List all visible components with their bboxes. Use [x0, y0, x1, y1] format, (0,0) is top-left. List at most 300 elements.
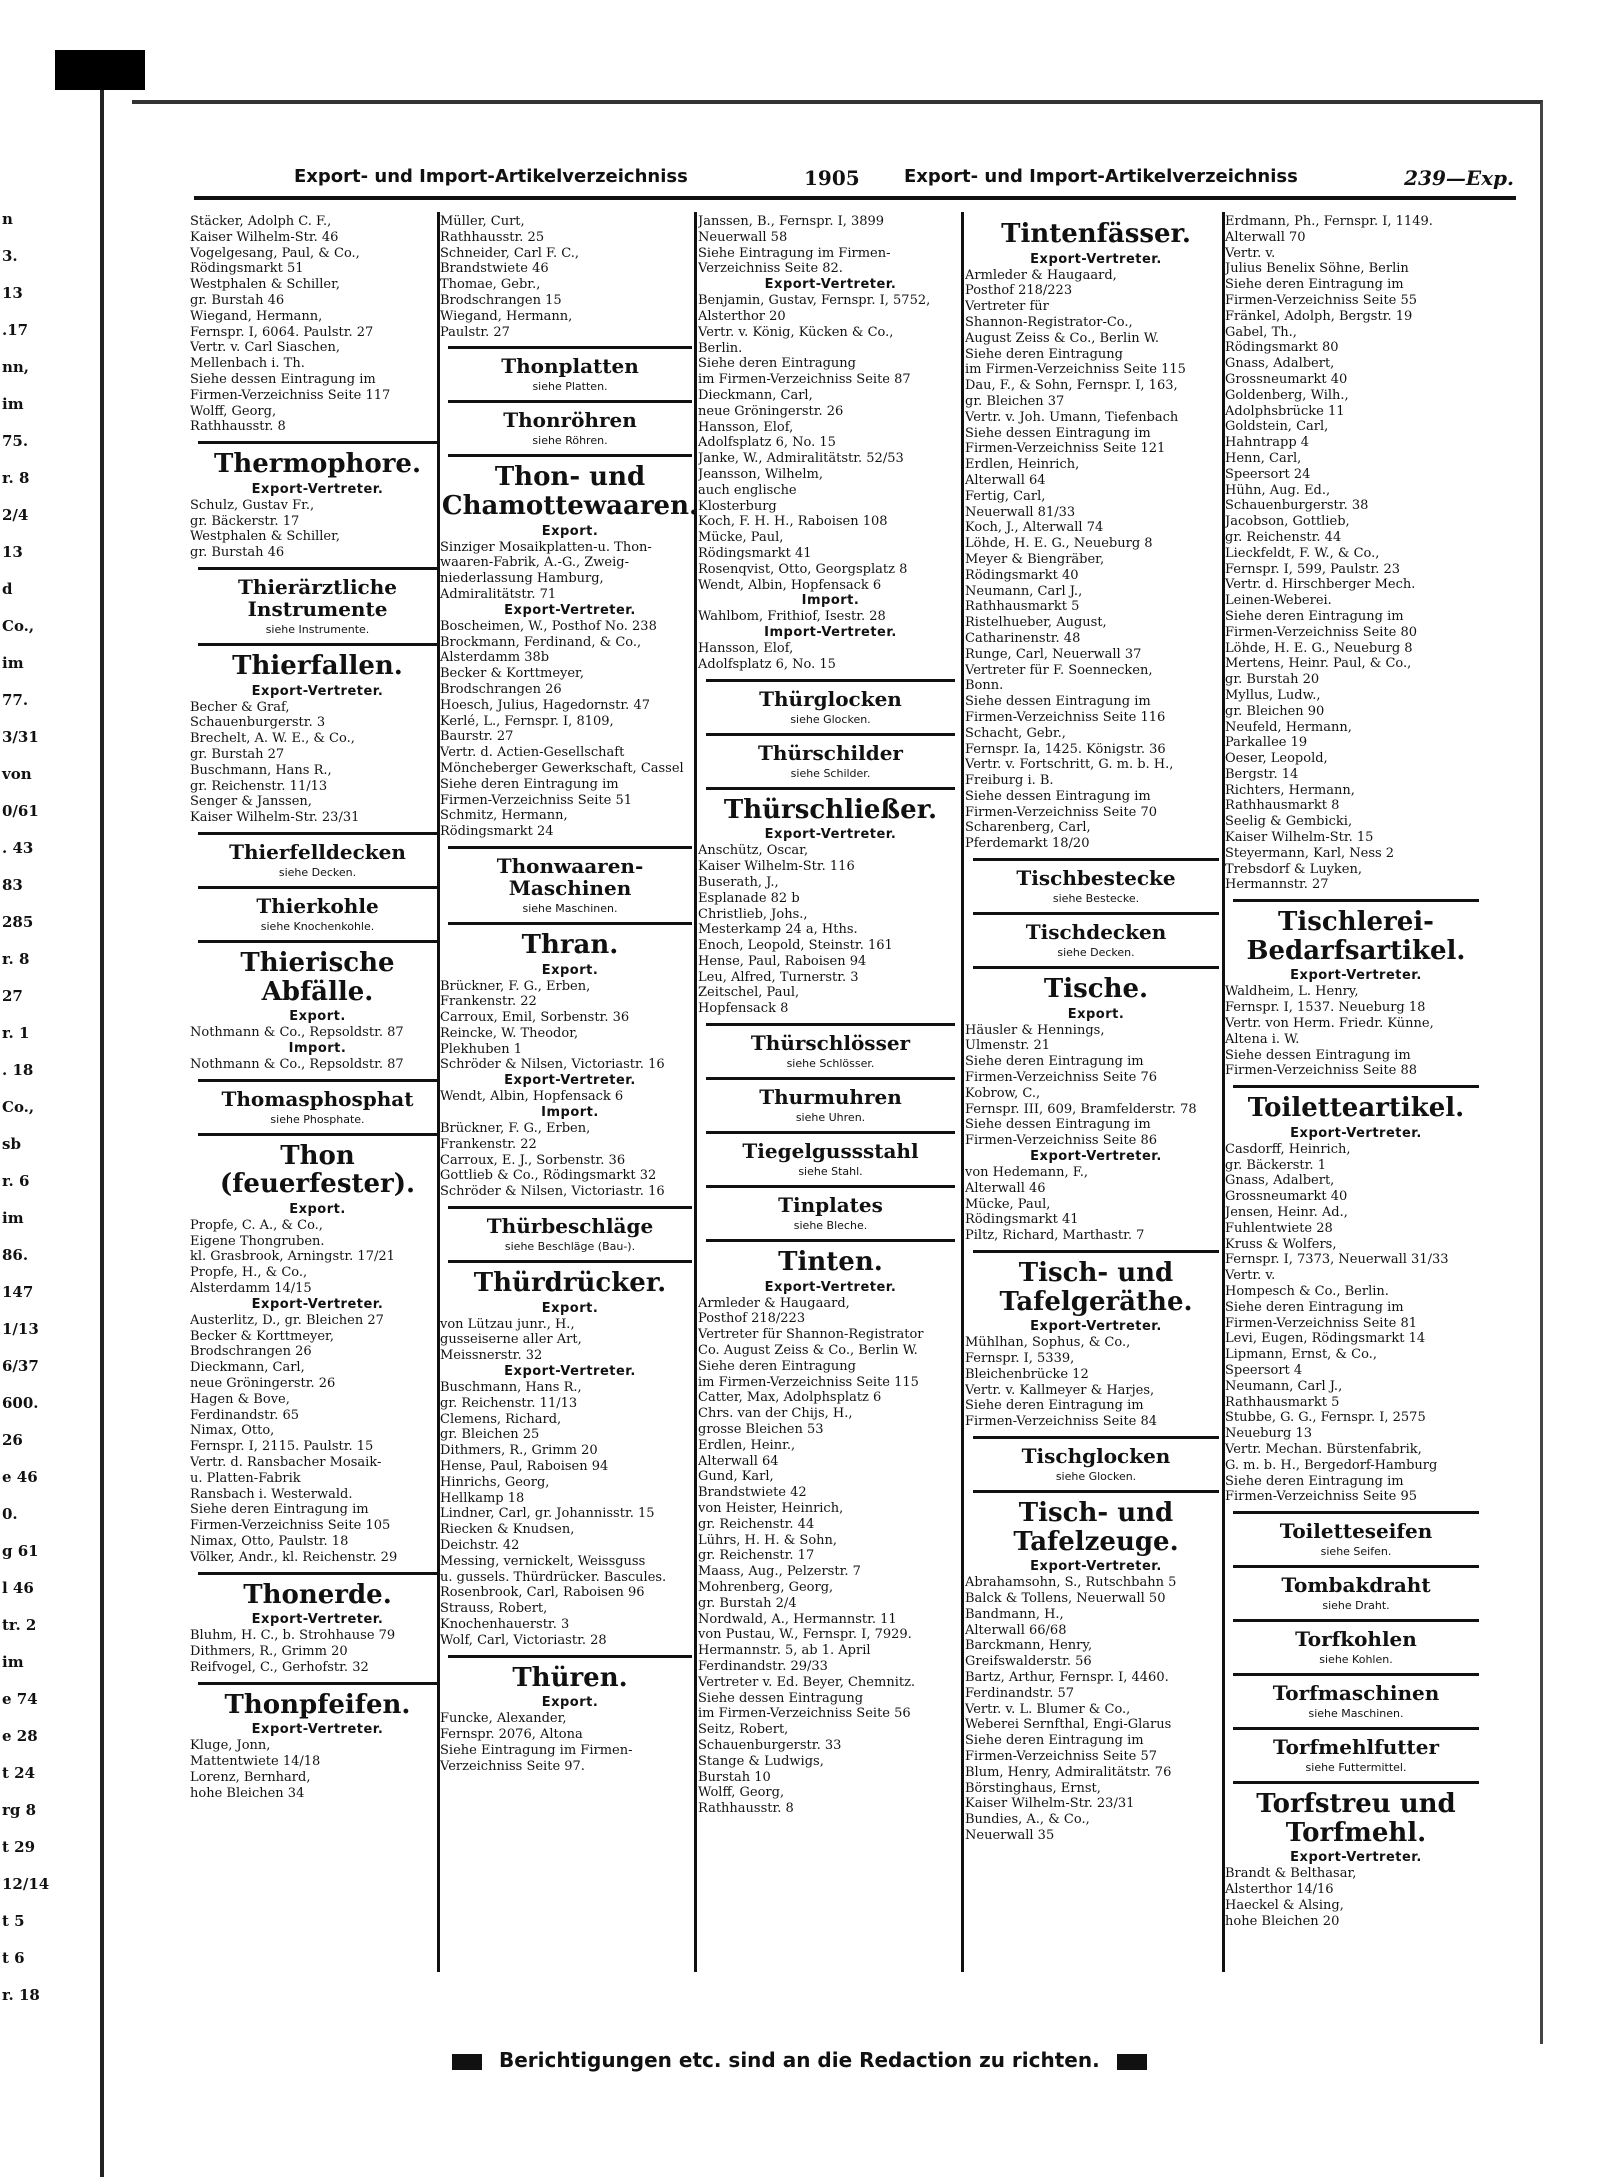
cross-reference: siehe Maschinen.	[522, 901, 618, 915]
category-heading: Tinplates	[778, 1193, 883, 1218]
entry-line: Siehe deren Eintragung im	[1225, 608, 1404, 624]
entry-line: gusseiserne aller Art,	[440, 1332, 582, 1348]
entry-line: Ferdinandstr. 57	[965, 1685, 1075, 1701]
entry-line: Mertens, Heinr. Paul, & Co.,	[1225, 656, 1412, 672]
cross-reference: siehe Seifen.	[1320, 1545, 1392, 1559]
section-rule	[448, 846, 692, 849]
cross-reference: siehe Kohlen.	[1319, 1653, 1393, 1667]
subheading: Import.	[801, 593, 860, 609]
entry-line: Siehe deren Eintragung	[965, 346, 1123, 362]
margin-fragment: 27	[2, 987, 23, 1005]
margin-fragment: e 74	[2, 1690, 38, 1708]
section-rule	[198, 886, 437, 889]
entry-line: Siehe deren Eintragung im	[1225, 1299, 1404, 1315]
section-rule	[198, 1572, 437, 1575]
entry-line: Neuerwall 58	[698, 229, 788, 245]
entry-line: Vertr. v. Joh. Umann, Tiefenbach	[965, 409, 1179, 425]
entry-line: Firmen-Verzeichniss Seite 81	[1225, 1315, 1418, 1331]
section-rule	[198, 567, 437, 570]
entry-line: Siehe deren Eintragung im	[440, 776, 619, 792]
entry-line: von Heister, Heinrich,	[698, 1501, 844, 1517]
entry-line: Rathhausmarkt 5	[965, 599, 1080, 615]
entry-line: Gabel, Th.,	[1225, 324, 1297, 340]
entry-line: Wiegand, Hermann,	[190, 308, 323, 324]
entry-line: Gottlieb & Co., Rödingsmarkt 32	[440, 1168, 657, 1184]
margin-fragment: 86.	[2, 1246, 29, 1264]
margin-fragment: im	[2, 395, 24, 413]
entry-line: Ransbach i. Westerwald.	[190, 1486, 353, 1502]
entry-line: Rathhausstr. 8	[698, 1801, 794, 1817]
subheading: Export-Vertreter.	[764, 1279, 897, 1295]
directory-page	[132, 100, 1543, 2044]
entry-line: Lorenz, Bernhard,	[190, 1769, 311, 1785]
entry-line: gr. Burstah 2/4	[698, 1595, 797, 1611]
margin-fragment: 0.	[2, 1505, 18, 1523]
category-heading: Tischdecken	[1025, 920, 1167, 945]
entry-line: Firmen-Verzeichniss Seite 117	[190, 387, 391, 403]
entry-line: Fernspr. I, 599, Paulstr. 23	[1225, 561, 1401, 577]
entry-line: Kaiser Wilhelm-Str. 23/31	[190, 810, 360, 826]
entry-line: Dau, F., & Sohn, Fernspr. I, 163,	[965, 378, 1178, 394]
entry-line: Kaiser Wilhelm-Str. 15	[1225, 830, 1374, 846]
entry-line: Siehe dessen Eintragung im	[965, 425, 1151, 441]
margin-fragment: . 43	[2, 839, 34, 857]
margin-fragment: 3/31	[2, 728, 39, 746]
entry-line: Vertr. d. Hirschberger Mech.	[1225, 577, 1416, 593]
margin-fragment: 3.	[2, 247, 18, 265]
margin-fragment: r. 1	[2, 1024, 30, 1042]
entry-line: Schauenburgerstr. 3	[190, 715, 326, 731]
subheading: Export-Vertreter.	[1030, 251, 1162, 267]
entry-line: Alsterthor 14/16	[1225, 1882, 1334, 1898]
category-heading: Torfmehlfutter	[1273, 1735, 1439, 1760]
section-rule	[198, 940, 437, 943]
entry-line: Erdlen, Heinr.,	[698, 1437, 796, 1453]
section-rule	[1233, 1619, 1479, 1622]
entry-line: Bluhm, H. C., b. Strohhause 79	[190, 1628, 396, 1644]
cross-reference: siehe Uhren.	[795, 1111, 866, 1125]
subheading: Export.	[289, 1201, 346, 1217]
subheading: Export-Vertreter.	[251, 1722, 384, 1738]
entry-line: Reifvogel, C., Gerhofstr. 32	[190, 1659, 369, 1675]
entry-line: Fernspr. I, 5339,	[965, 1351, 1075, 1367]
pointing-hand-icon	[452, 2054, 482, 2070]
section-rule	[973, 966, 1219, 969]
entry-line: Burstah 10	[698, 1769, 771, 1785]
margin-fragment: g 61	[2, 1542, 39, 1560]
entry-line: Brandstwiete 46	[440, 261, 549, 277]
category-heading: Thon- und Chamottewaaren.	[441, 462, 699, 521]
entry-line: Fernspr. 2076, Altona	[440, 1726, 583, 1742]
entry-line: Trebsdorf & Luyken,	[1225, 861, 1363, 877]
entry-line: Lührs, H. H. & Sohn,	[698, 1532, 838, 1548]
entry-line: Neumann, Carl J.,	[965, 583, 1083, 599]
entry-line: Meyer & Biengräber,	[965, 551, 1105, 567]
entry-line: Paulstr. 27	[440, 324, 510, 340]
entry-line: Wolff, Georg,	[698, 1785, 785, 1801]
section-rule	[1233, 1781, 1479, 1784]
section-rule	[448, 454, 692, 457]
section-rule	[706, 1239, 955, 1242]
entry-line: Siehe deren Eintragung	[698, 356, 856, 372]
entry-line: gr. Burstah 46	[190, 545, 285, 561]
entry-line: Lieckfeldt, F. W., & Co.,	[1225, 545, 1380, 561]
entry-line: Nimax, Otto,	[190, 1423, 275, 1439]
cross-reference: siehe Maschinen.	[1308, 1707, 1404, 1721]
entry-line: Runge, Carl, Neuerwall 37	[965, 646, 1142, 662]
margin-fragment: 13	[2, 543, 23, 561]
entry-line: Schauenburgerstr. 38	[1225, 498, 1369, 514]
entry-line: Hense, Paul, Raboisen 94	[698, 953, 867, 969]
entry-line: Bonn.	[965, 678, 1004, 694]
section-rule	[973, 858, 1219, 861]
entry-line: Siehe deren Eintragung im	[190, 1502, 369, 1518]
category-heading: Tisch- und Tafelgeräthe.	[999, 1258, 1193, 1317]
entry-line: Stubbe, G. G., Fernspr. I, 2575	[1225, 1410, 1426, 1426]
entry-line: Hermannstr. 5, ab 1. April	[698, 1643, 871, 1659]
category-heading: Thierische Abfälle.	[240, 947, 395, 1007]
entry-line: Kruss & Wolfers,	[1225, 1236, 1337, 1252]
section-rule	[973, 1250, 1219, 1253]
margin-fragment: 12/14	[2, 1875, 50, 1893]
entry-line: Brodschrangen 26	[190, 1344, 312, 1360]
entry-line: Strauss, Robert,	[440, 1601, 548, 1617]
entry-line: Bartz, Arthur, Fernspr. I, 4460.	[965, 1669, 1169, 1685]
cross-reference: siehe Beschläge (Bau-).	[504, 1240, 636, 1254]
entry-line: Brechelt, A. W. E., & Co.,	[190, 731, 355, 747]
section-rule	[448, 1260, 692, 1263]
entry-line: Hense, Paul, Raboisen 94	[440, 1459, 609, 1475]
subheading: Export-Vertreter.	[1030, 1559, 1162, 1575]
entry-line: Vertr. v. L. Blumer & Co.,	[965, 1701, 1131, 1717]
entry-line: Jacobson, Gottlieb,	[1225, 514, 1350, 530]
subheading: Export-Vertreter.	[1030, 1319, 1162, 1335]
entry-line: Ferdinandstr. 65	[190, 1407, 300, 1423]
cross-reference: siehe Decken.	[1057, 946, 1135, 960]
entry-line: Austerlitz, D., gr. Bleichen 27	[190, 1312, 384, 1328]
subheading: Export.	[541, 962, 599, 978]
subheading: Export-Vertreter.	[764, 827, 897, 843]
entry-line: Thomae, Gebr.,	[440, 277, 541, 293]
entry-line: Grossneumarkt 40	[1225, 371, 1348, 387]
margin-fragment: e 46	[2, 1468, 38, 1486]
entry-line: Dithmers, R., Grimm 20	[440, 1443, 598, 1459]
subheading: Export-Vertreter.	[504, 1364, 636, 1380]
entry-line: Börstinghaus, Ernst,	[965, 1780, 1101, 1796]
entry-line: Fernspr. I, 1537. Neueburg 18	[1225, 1000, 1426, 1016]
header-right-title: Export- und Import-Artikelverzeichniss	[904, 166, 1298, 187]
entry-line: Rödingsmarkt 40	[965, 567, 1079, 583]
entry-line: Armleder & Haugaard,	[698, 1295, 850, 1311]
entry-line: Klosterburg	[698, 498, 777, 514]
entry-line: Carroux, E. J., Sorbenstr. 36	[440, 1152, 626, 1168]
column-5	[1225, 214, 1487, 1954]
category-heading: Thermophore.	[213, 449, 422, 480]
entry-line: Alterwall 64	[965, 472, 1046, 488]
section-rule	[1233, 1673, 1479, 1676]
category-heading: Tombakdraht	[1281, 1573, 1431, 1598]
section-rule	[198, 1133, 437, 1136]
entry-line: Brandt & Belthasar,	[1225, 1866, 1357, 1882]
entry-line: Senger & Janssen,	[190, 794, 312, 810]
section-rule	[1233, 1565, 1479, 1568]
entry-line: Gnass, Adalbert,	[1225, 356, 1335, 372]
category-heading: Thürschilder	[758, 740, 903, 765]
entry-line: Oeser, Leopold,	[1225, 751, 1328, 767]
subheading: Export.	[541, 1300, 599, 1316]
category-heading: Thonwaaren-Maschinen	[496, 853, 644, 900]
entry-line: Mellenbach i. Th.	[190, 356, 305, 372]
entry-line: Piltz, Richard, Marthastr. 7	[965, 1228, 1145, 1244]
entry-line: Hoesch, Julius, Hagedornstr. 47	[440, 697, 650, 713]
entry-line: Carroux, Emil, Sorbenstr. 36	[440, 1010, 630, 1026]
subheading: Import.	[288, 1040, 347, 1056]
entry-line: auch englische	[698, 482, 797, 498]
subheading: Export-Vertreter.	[1030, 1149, 1162, 1165]
entry-line: Dieckmann, Carl,	[698, 387, 813, 403]
entry-line: Esplanade 82 b	[698, 890, 800, 906]
entry-line: Vertreter für Shannon-Registrator	[698, 1327, 924, 1343]
entry-line: Sinziger Mosaikplatten-u. Thon-	[440, 539, 652, 555]
entry-line: Firmen-Verzeichniss Seite 76	[965, 1070, 1158, 1086]
section-rule	[706, 1077, 955, 1080]
entry-line: gr. Reichenstr. 44	[698, 1516, 815, 1532]
category-heading: Thürglocken	[759, 686, 902, 711]
cross-reference: siehe Draht.	[1322, 1599, 1390, 1613]
section-rule	[706, 1185, 955, 1188]
margin-fragment: r. 6	[2, 1172, 30, 1190]
entry-line: Anschütz, Oscar,	[698, 843, 809, 859]
margin-fragment: t 29	[2, 1838, 36, 1856]
entry-line: Koch, J., Alterwall 74	[965, 520, 1104, 536]
entry-line: Siehe Eintragung im Firmen-	[698, 245, 891, 261]
section-rule	[973, 1490, 1219, 1493]
entry-line: Knochenhauerstr. 3	[440, 1617, 570, 1632]
margin-fragment: t 24	[2, 1764, 36, 1782]
category-heading: Thürdrücker.	[473, 1268, 667, 1299]
section-rule	[198, 1079, 437, 1082]
entry-line: Meissnerstr. 32	[440, 1348, 543, 1364]
entry-line: Rosenqvist, Otto, Georgsplatz 8	[698, 561, 908, 577]
margin-fragment: d	[2, 580, 13, 598]
subheading: Export-Vertreter.	[251, 1296, 384, 1312]
entry-line: Firmen-Verzeichniss Seite 55	[1225, 292, 1418, 308]
cross-reference: siehe Bestecke.	[1052, 892, 1140, 906]
entry-line: Häusler & Hennings,	[965, 1022, 1105, 1038]
entry-line: Kluge, Jonn,	[190, 1738, 271, 1754]
entry-line: Löhde, H. E. G., Neueburg 8	[965, 536, 1153, 552]
margin-fragment: 1/13	[2, 1320, 39, 1338]
entry-line: Firmen-Verzeichniss Seite 95	[1225, 1489, 1418, 1505]
entry-line: Hühn, Aug. Ed.,	[1225, 482, 1331, 498]
section-rule	[448, 1206, 692, 1209]
margin-fragment: r. 18	[2, 1986, 40, 2004]
entry-line: Firmen-Verzeichniss Seite 116	[965, 709, 1166, 725]
entry-line: Catharinenstr. 48	[965, 630, 1081, 646]
entry-line: Rathhausstr. 25	[440, 229, 545, 245]
entry-line: im Firmen-Verzeichniss Seite 56	[698, 1706, 911, 1722]
entry-line: Vertr. von Herm. Friedr. Künne,	[1225, 1016, 1434, 1032]
entry-line: Benjamin, Gustav, Fernspr. I, 5752,	[698, 293, 931, 309]
entry-line: Armleder & Haugaard,	[965, 267, 1117, 283]
section-rule	[706, 787, 955, 790]
category-heading: Thomasphosphat	[221, 1086, 414, 1111]
pointing-hand-icon	[1117, 2054, 1147, 2070]
entry-line: Ristelhueber, August,	[965, 615, 1107, 631]
margin-fragment: n	[2, 210, 13, 228]
entry-line: Siehe deren Eintragung	[698, 1358, 856, 1374]
entry-line: Firmen-Verzeichniss Seite 80	[1225, 624, 1418, 640]
column-3	[698, 214, 963, 1954]
margin-fragment: nn,	[2, 358, 30, 376]
entry-line: Fernspr. I, 2115. Paulstr. 15	[190, 1439, 374, 1455]
cross-reference: siehe Decken.	[278, 865, 357, 879]
entry-line: Leu, Alfred, Turnerstr. 3	[698, 969, 859, 985]
cross-reference: siehe Instrumente.	[265, 622, 370, 636]
subheading: Export-Vertreter.	[1290, 1125, 1422, 1141]
entry-line: Vertr. d. Ransbacher Mosaik-	[190, 1455, 382, 1471]
entry-line: Parkallee 19	[1225, 735, 1308, 751]
entry-line: Hagen & Bove,	[190, 1391, 290, 1407]
entry-line: Hellkamp 18	[440, 1490, 525, 1506]
margin-fragment: sb	[2, 1135, 21, 1153]
entry-line: Fernspr. I, 6064. Paulstr. 27	[190, 324, 374, 340]
entry-line: Nothmann & Co., Repsoldstr. 87	[190, 1025, 404, 1041]
entry-line: Frankenstr. 22	[440, 994, 537, 1010]
column-2	[440, 214, 700, 1954]
entry-line: Hopfensack 8	[698, 1001, 789, 1017]
entry-line: Blum, Henry, Admiralitätstr. 76	[965, 1764, 1172, 1780]
category-heading: Thierfallen.	[232, 650, 403, 681]
entry-line: gr. Reichenstr. 11/13	[190, 778, 328, 794]
entry-line: Westphalen & Schiller,	[190, 529, 341, 545]
entry-line: Speersort 4	[1225, 1362, 1303, 1378]
entry-line: Frankenstr. 22	[440, 1136, 537, 1152]
entry-line: Vertreter v. Ed. Beyer, Chemnitz.	[698, 1674, 916, 1690]
entry-line: Nimax, Otto, Paulstr. 18	[190, 1534, 349, 1550]
margin-fragment: Co.,	[2, 617, 35, 635]
entry-line: Mesterkamp 24 a, Hths.	[698, 922, 858, 938]
entry-line: Abrahamsohn, S., Rutschbahn 5	[965, 1575, 1177, 1591]
subheading: Export-Vertreter.	[504, 1073, 636, 1089]
entry-line: Alsterdamm 14/15	[190, 1281, 312, 1297]
section-rule	[448, 400, 692, 403]
entry-line: gr. Bleichen 90	[1225, 703, 1325, 719]
entry-line: Wiegand, Hermann,	[440, 308, 573, 324]
entry-line: Hansson, Elof,	[698, 641, 794, 657]
entry-line: Erdlen, Heinrich,	[965, 457, 1080, 473]
entry-line: Pferdemarkt 18/20	[965, 836, 1090, 852]
section-rule	[706, 1131, 955, 1134]
entry-line: Neuerwall 81/33	[965, 504, 1076, 520]
entry-line: gr. Reichenstr. 17	[698, 1548, 815, 1564]
section-rule	[1233, 1085, 1479, 1088]
entry-line: Propfe, C. A., & Co.,	[190, 1217, 323, 1233]
subheading: Export-Vertreter.	[1290, 968, 1422, 984]
entry-line: Alsterthor 20	[698, 308, 786, 324]
category-heading: Thonerde.	[243, 1579, 392, 1610]
entry-line: Firmen-Verzeichniss Seite 88	[1225, 1063, 1418, 1079]
entry-line: Zeitschel, Paul,	[698, 985, 800, 1001]
entry-line: Wolff, Georg,	[190, 403, 277, 419]
entry-line: Brodschrangen 26	[440, 681, 562, 697]
entry-line: Firmen-Verzeichniss Seite 86	[965, 1133, 1158, 1149]
entry-line: Firmen-Verzeichniss Seite 51	[440, 792, 633, 808]
entry-line: Stäcker, Adolph C. F.,	[190, 214, 332, 229]
cross-reference: siehe Schilder.	[790, 766, 871, 780]
entry-line: Buserath, J.,	[698, 874, 779, 890]
entry-line: gr. Burstah 27	[190, 746, 285, 762]
entry-line: Co. August Zeiss & Co., Berlin W.	[698, 1343, 918, 1359]
category-heading: Thon (feuerfester).	[219, 1140, 416, 1200]
entry-line: Funcke, Alexander,	[440, 1711, 567, 1727]
page-number: 239—Exp.	[1404, 166, 1514, 190]
entry-line: Becker & Korttmeyer,	[190, 1328, 334, 1344]
entry-line: Rödingsmarkt 41	[965, 1212, 1079, 1228]
entry-line: Siehe deren Eintragung im	[965, 1054, 1144, 1070]
entry-line: Rosenbrook, Carl, Raboisen 96	[440, 1585, 645, 1601]
entry-line: u. gussels. Thürdrücker. Bascules.	[440, 1569, 667, 1585]
entry-line: gr. Reichenstr. 11/13	[440, 1395, 578, 1411]
entry-line: Plekhuben 1	[440, 1041, 523, 1057]
entry-line: Schacht, Gebr.,	[965, 725, 1066, 741]
entry-line: Reincke, W. Theodor,	[440, 1025, 579, 1041]
entry-line: Vertr. v.	[1225, 1268, 1276, 1284]
entry-line: Neumann, Carl J.,	[1225, 1378, 1343, 1394]
entry-line: gr. Bleichen 25	[440, 1427, 540, 1443]
entry-line: Siehe dessen Eintragung im	[190, 371, 376, 387]
entry-line: Brückner, F. G., Erben,	[440, 1121, 591, 1137]
entry-line: waaren-Fabrik, A.-G., Zweig-	[440, 555, 629, 571]
entry-line: Nothmann & Co., Repsoldstr. 87	[190, 1056, 404, 1072]
column-4	[965, 214, 1227, 1954]
entry-line: Myllus, Ludw.,	[1225, 687, 1321, 703]
entry-line: Schmitz, Hermann,	[440, 808, 568, 824]
entry-line: Goldstein, Carl,	[1225, 419, 1329, 435]
entry-line: Admiralitätstr. 71	[440, 586, 557, 602]
entry-line: Hahntrapp 4	[1225, 435, 1310, 451]
entry-line: Bundies, A., & Co.,	[965, 1812, 1090, 1828]
entry-line: Schröder & Nilsen, Victoriastr. 16	[440, 1184, 665, 1200]
subheading: Export-Vertreter.	[251, 1612, 384, 1628]
entry-line: Vertr. v.	[1225, 245, 1276, 261]
entry-line: Siehe dessen Eintragung	[698, 1690, 864, 1706]
entry-line: Schulz, Gustav Fr.,	[190, 497, 315, 513]
margin-fragment: 26	[2, 1431, 23, 1449]
entry-line: Baurstr. 27	[440, 729, 514, 745]
cross-reference: siehe Glocken.	[1055, 1470, 1137, 1483]
category-heading: Toiletteartikel.	[1247, 1093, 1465, 1124]
entry-line: Christlieb, Johs.,	[698, 906, 808, 922]
entry-line: Steyermann, Karl, Ness 2	[1225, 845, 1395, 861]
entry-line: Fertig, Carl,	[965, 488, 1046, 504]
entry-line: Firmen-Verzeichniss Seite 121	[965, 441, 1166, 457]
entry-line: Becker & Korttmeyer,	[440, 666, 584, 682]
entry-line: Hermannstr. 27	[1225, 877, 1329, 893]
entry-line: Westphalen & Schiller,	[190, 277, 341, 293]
margin-fragment: tr. 2	[2, 1616, 37, 1634]
subheading: Export-Vertreter.	[764, 277, 897, 293]
cross-reference: siehe Platten.	[532, 380, 608, 394]
entry-line: Wahlbom, Frithiof, Isestr. 28	[698, 609, 886, 625]
margin-fragment: von	[2, 765, 32, 783]
section-rule	[448, 1655, 692, 1658]
column-1	[190, 214, 445, 1954]
entry-line: Firmen-Verzeichniss Seite 84	[965, 1414, 1158, 1430]
entry-line: Waldheim, L. Henry,	[1225, 984, 1359, 1000]
category-heading: Thierärztliche Instrumente	[237, 574, 397, 621]
category-heading: Thierfelldecken	[229, 839, 406, 864]
